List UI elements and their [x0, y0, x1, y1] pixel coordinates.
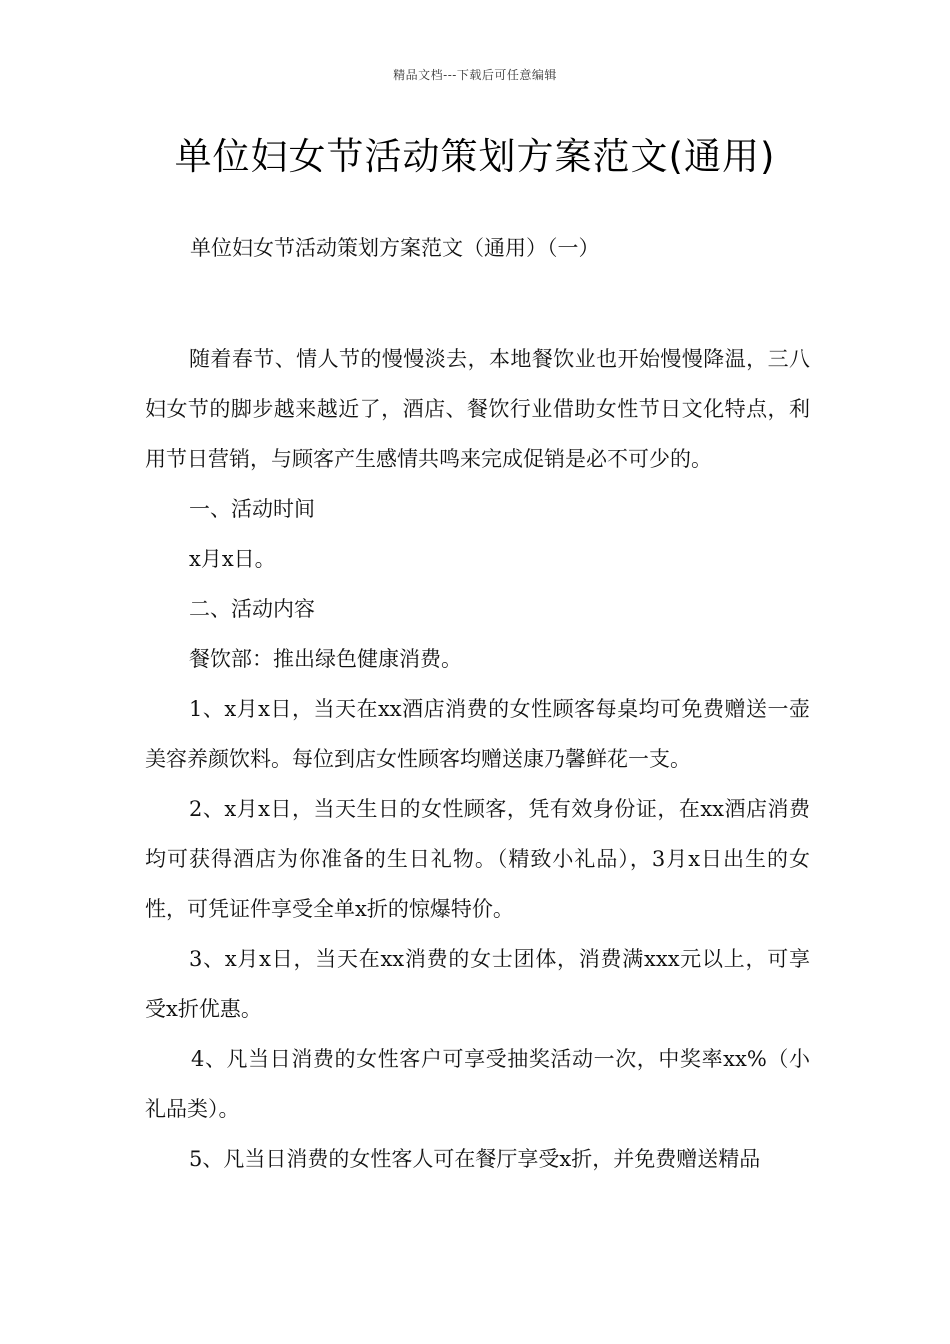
list-item-4: 4、凡当日消费的女性客户可享受抽奖活动一次，中奖率xx%（小礼品类）。 [145, 1047, 810, 1121]
document-body [145, 334, 810, 1184]
heading-activity-content: 二、活动内容 [189, 597, 315, 621]
header-note: 精品文档---下载后可任意编辑 [393, 68, 557, 82]
document-subtitle: 单位妇女节活动策划方案范文（通用）（一） [190, 236, 600, 260]
list-item-3: 3、x月x日，当天在xx消费的女士团体，消费满xxx元以上，可享受x折优惠。 [145, 947, 810, 1021]
paragraph-intro: 随着春节、情人节的慢慢淡去，本地餐饮业也开始慢慢降温，三八妇女节的脚步越来越近了，酒店、餐饮行业借助女性节日文化特点，利用节日营销，与顾客产生感情共鸣来完成促销是必不可少的。 [145, 347, 810, 471]
list-item-5: 5、凡当日消费的女性客人可在餐厅享受x折，并免费赠送精品 [189, 1147, 761, 1171]
paragraph-date: x月x日。 [189, 547, 276, 571]
document-title: 单位妇女节活动策划方案范文(通用) [174, 135, 776, 178]
list-item-1: 1、x月x日，当天在xx酒店消费的女性顾客每桌均可免费赠送一壶美容养颜饮料。每位到店女性顾客均赠送康乃馨鲜花一支。 [145, 697, 810, 771]
heading-activity-time: 一、活动时间 [189, 497, 315, 521]
paragraph-dining: 餐饮部：推出绿色健康消费。 [189, 647, 462, 671]
list-item-2: 2、x月x日，当天生日的女性顾客，凭有效身份证，在xx酒店消费均可获得酒店为你准备的生日礼物。（精致小礼品），3月x日出生的女性，可凭证件享受全单x折的惊爆特价。 [145, 797, 810, 921]
